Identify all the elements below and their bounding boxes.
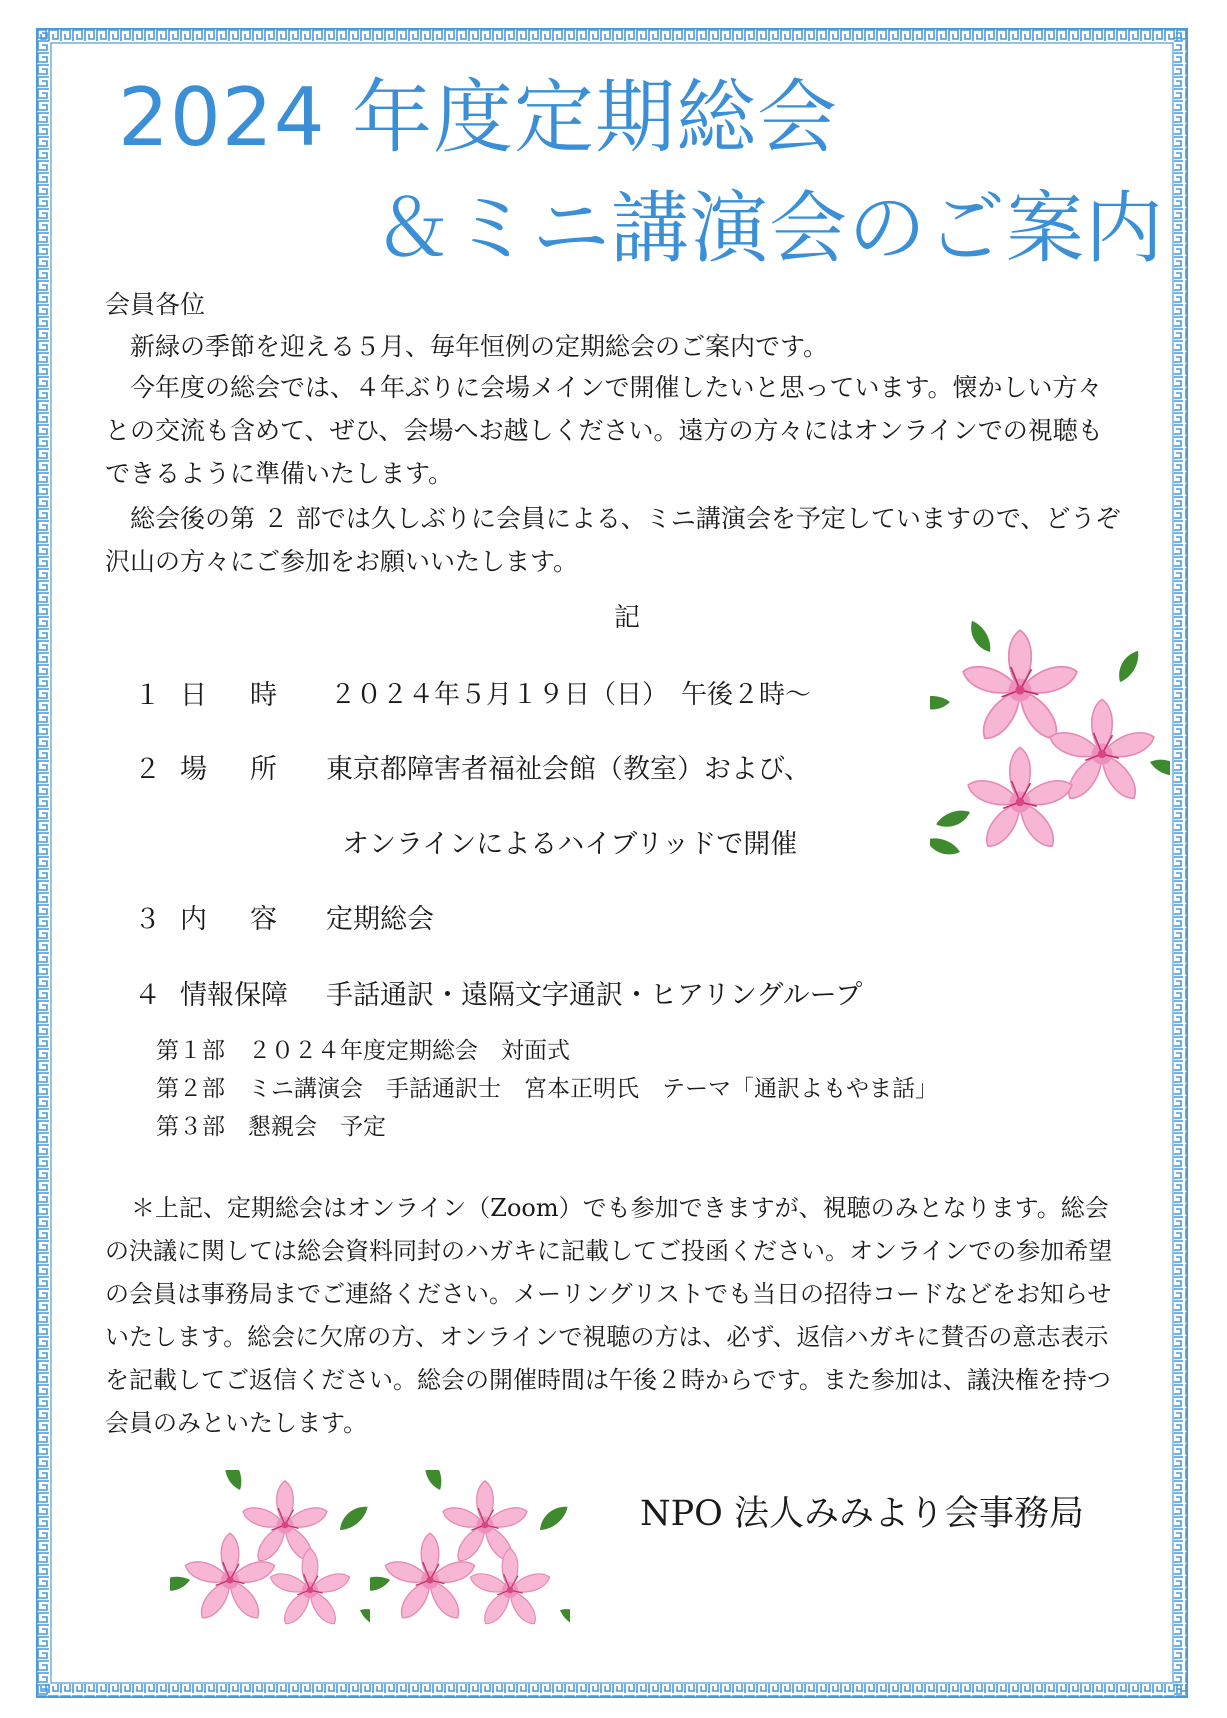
item-number: ４ bbox=[134, 980, 161, 1011]
program-part-2: 第２部 ミニ講演会 手話通訳士 宮本正明氏 テーマ「通訳よもやま話」 bbox=[156, 1076, 938, 1102]
title-line-2: ＆ミニ講演会のご案内 bbox=[374, 184, 1165, 274]
item-value-accessibility: 手話通訳・遠隔文字通訳・ヒアリングループ bbox=[326, 980, 863, 1011]
item-number: ２ bbox=[134, 754, 161, 785]
item-value-venue-line2: オンラインによるハイブリッドで開催 bbox=[342, 829, 798, 860]
azalea-illustration-bottom-center bbox=[370, 1470, 570, 1650]
greeting: 会員各位 bbox=[105, 290, 206, 319]
paragraph-1: 新緑の季節を迎える５月、毎年恒例の定期総会のご案内です。 bbox=[130, 332, 829, 361]
item-label-venue: 場 所 bbox=[180, 754, 285, 785]
item-value-venue: 東京都障害者福祉会館（教室）および、 bbox=[326, 754, 811, 785]
item-label-datetime: 日 時 bbox=[180, 680, 285, 711]
paragraph-3: 総会後の第 ２ 部では久しぶりに会員による、ミニ講演会を予定していますので、どうぞ沢山の方々にご参加をお願いいたします。 bbox=[105, 504, 1121, 576]
azalea-illustration-bottom-left bbox=[170, 1470, 370, 1650]
item-value-content: 定期総会 bbox=[326, 904, 434, 935]
item-number: ３ bbox=[134, 904, 161, 935]
item-number: １ bbox=[134, 680, 161, 711]
decorative-border bbox=[36, 28, 1188, 1698]
program-part-3: 第３部 懇親会 予定 bbox=[156, 1114, 386, 1140]
note-paragraph: ＊上記、定期総会はオンライン（Zoom）でも参加できますが、視聴のみとなります。総会の決議に関しては総会資料同封のハガキに記載してご投函ください。オンラインでの参加希望の会員は事務局までご連絡ください。メーリングリストでも当日の招待コードなどをお知らせいたします。総会に欠席の方、オンラインで視聴の方は、必ず、返信ハガキに賛否の意志表示を記載してご返信ください。総会の開催時間は午後２時からです。また参加は、議決権を持つ会員のみといたします。 bbox=[105, 1194, 1113, 1437]
ki-heading: 記 bbox=[614, 603, 641, 633]
item-value-datetime: ２０２４年５月１９日（日） 午後２時～ bbox=[330, 680, 812, 710]
title-line-1: 2024 年度定期総会 bbox=[118, 71, 839, 164]
organization-signature: NPO 法人みみより会事務局 bbox=[640, 1494, 1084, 1534]
paragraph-2: 今年度の総会では、４年ぶりに会場メインで開催したいと思っています。懐かしい方々との交流も含めて、ぜひ、会場へお越しください。遠方の方々にはオンラインでの視聴もできるように準備いたします。 bbox=[105, 373, 1103, 488]
azalea-illustration-right bbox=[930, 612, 1170, 862]
item-label-content: 内 容 bbox=[180, 904, 285, 935]
program-part-1: 第１部 ２０２４年度定期総会 対面式 bbox=[156, 1038, 570, 1064]
item-label-accessibility: 情報保障 bbox=[180, 980, 288, 1011]
